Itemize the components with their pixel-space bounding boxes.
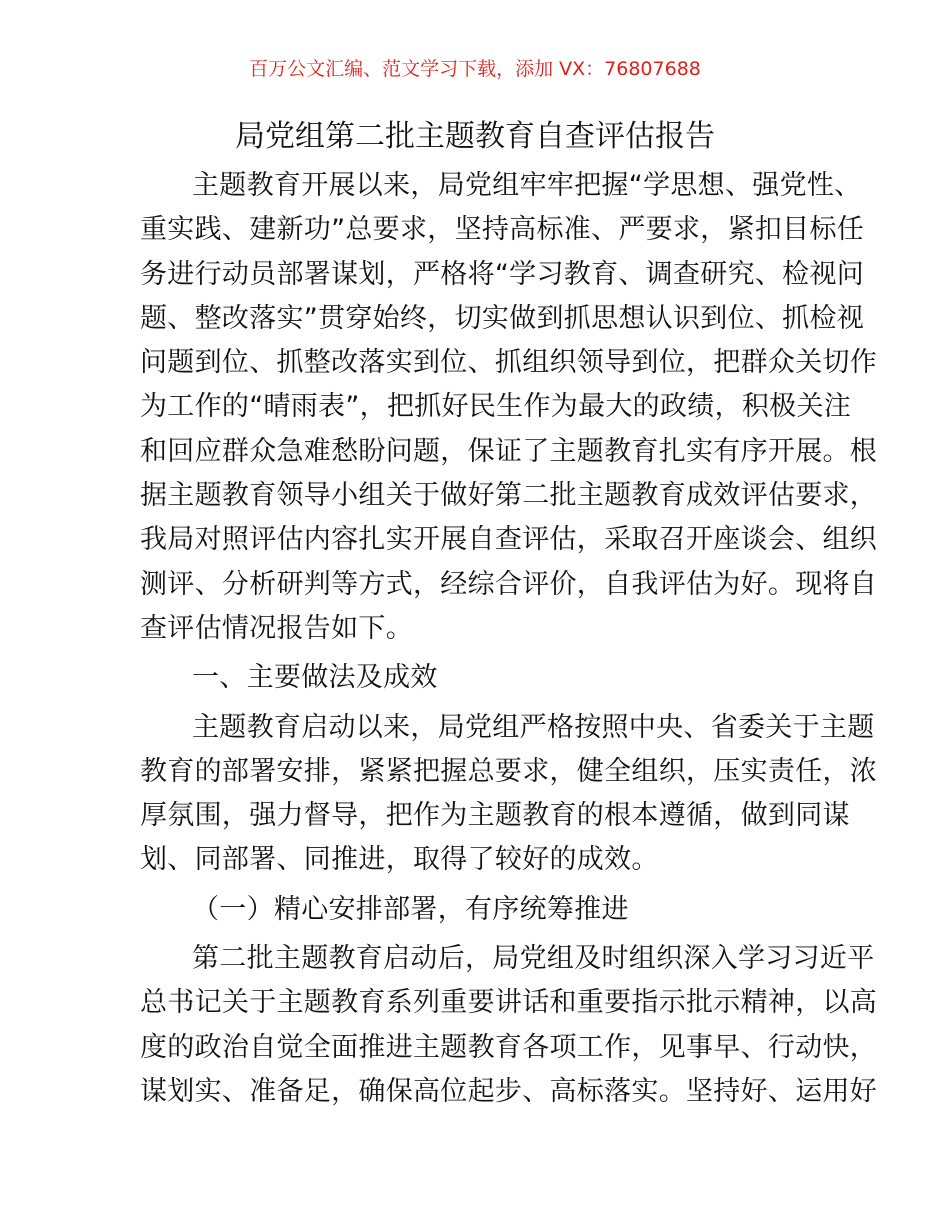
section-heading (140, 656, 820, 700)
text-line: 务进行动员部署谋划，严格将“学习教育、调查研究、检视问 (140, 258, 865, 290)
text-line: 谋划实、准备足，确保高位起步、高标落实。坚持好、运用好 (140, 1075, 878, 1107)
text-line: 为工作的“晴雨表”，把抓好民生作为最大的政绩，积极关注 (140, 391, 852, 423)
text-line: 据主题教育领导小组关于做好第二批主题教育成效评估要求， (140, 480, 878, 512)
text-line: 测评、分析研判等方式，经综合评价，自我评估为好。现将自 (140, 568, 878, 600)
text-line: 主题教育开展以来，局党组牢牢把握“学思想、强党性、 (192, 170, 862, 201)
text-line: 教育的部署安排，紧紧把握总要求，健全组织，压实责任，浓 (140, 755, 878, 787)
document-body (140, 164, 878, 1119)
text-line: 和回应群众急难愁盼问题，保证了主题教育扎实有序开展。根 (140, 435, 878, 467)
text-line: 第二批主题教育启动后，局党组及时组织深入学习习近平 (192, 943, 875, 975)
paragraph (140, 164, 878, 651)
text-line: 一、主要做法及成效 (192, 662, 438, 694)
text-line: 总书记关于主题教育系列重要讲话和重要指示批示精神，以高 (140, 987, 878, 1019)
text-line: 题、整改落实”贯穿始终，切实做到抓思想认识到位、抓检视 (140, 302, 865, 334)
paragraph (140, 937, 878, 1114)
paragraph (140, 706, 878, 883)
text-line: 重实践、建新功”总要求，坚持高标准、严要求，紧扣目标任 (140, 214, 865, 246)
text-line: 查评估情况报告如下。 (140, 612, 413, 644)
watermark-banner: 百万公文汇编、范文学习下载，添加 VX：76807688 (249, 58, 701, 80)
section-heading (140, 888, 820, 932)
text-line: 划、同部署、同推进，取得了较好的成效。 (140, 844, 659, 876)
text-line: 度的政治自觉全面推进主题教育各项工作，见事早、行动快， (140, 1031, 878, 1063)
text-line: 问题到位、抓整改落实到位、抓组织领导到位，把群众关切作 (140, 347, 878, 379)
document-title: 局党组第二批主题教育自查评估报告 (235, 119, 715, 154)
text-line: （一）精心安排部署，有序统筹推进 (192, 893, 629, 925)
text-line: 厚氛围，强力督导，把作为主题教育的根本遵循，做到同谋 (140, 800, 850, 832)
text-line: 主题教育启动以来，局党组严格按照中央、省委关于主题 (192, 711, 875, 743)
text-line: 我局对照评估内容扎实开展自查评估，采取召开座谈会、组织 (140, 524, 878, 556)
